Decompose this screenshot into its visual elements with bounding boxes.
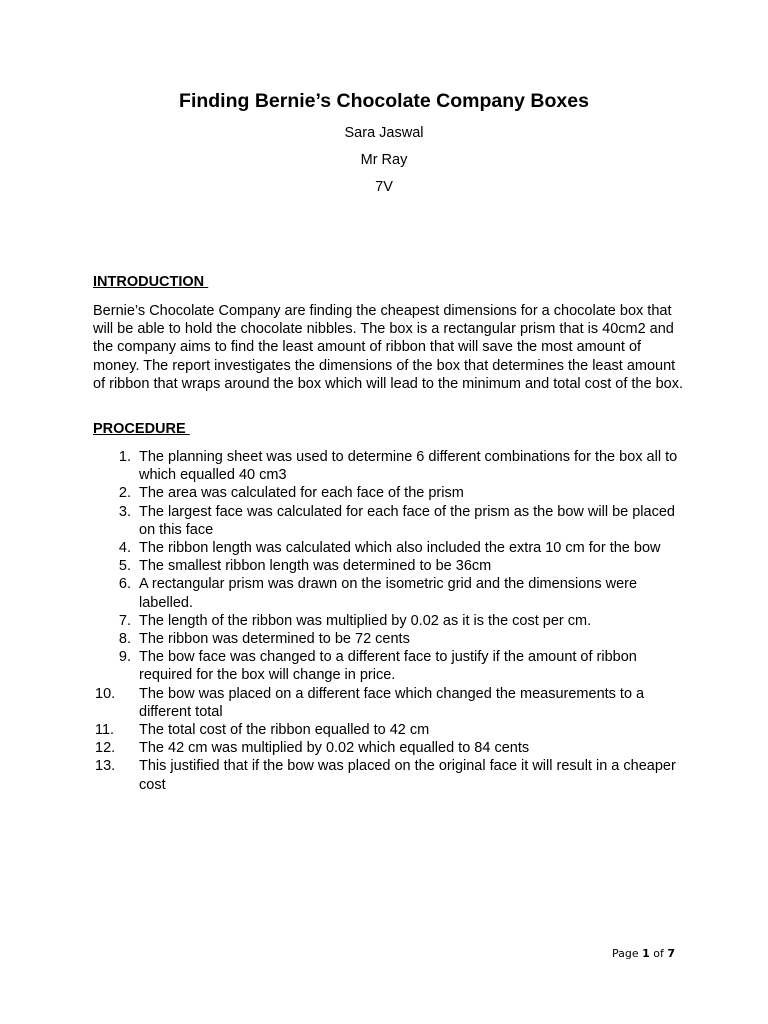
page-label: Page (612, 947, 639, 960)
author-name: Sara Jaswal (344, 125, 424, 141)
procedure-step (93, 448, 683, 484)
procedure-step-number: 10. (95, 685, 116, 702)
procedure-step-text: The ribbon length was calculated which also included the extra 10 cm for the bow (139, 540, 661, 557)
page-total: 7 (667, 947, 676, 960)
teacher-name: Mr Ray (360, 152, 408, 168)
procedure-step-number: 12. (95, 740, 116, 757)
procedure-step (93, 539, 683, 557)
procedure-step-number: 1. (118, 449, 131, 465)
procedure-step-number: 9. (118, 649, 131, 666)
procedure-step (93, 503, 683, 539)
procedure-step-text: This justified that if the bow was placed on the original face it will result in a cheaper cost (139, 758, 676, 793)
procedure-step-text: The length of the ribbon was multiplied by 0.02 as it is the cost per cm. (139, 612, 592, 629)
procedure-step-number: 6. (118, 576, 131, 593)
procedure-step-text: The area was calculated for each face of the prism (139, 485, 464, 502)
procedure-list (93, 448, 683, 794)
procedure-step-text: The largest face was calculated for each face of the prism as the bow will be placed on this face (139, 503, 675, 538)
procedure-step-text: The bow face was changed to a different face to justify if the amount of ribbon required for the box will change in price. (139, 649, 637, 684)
procedure-step (93, 630, 683, 648)
procedure-step (93, 575, 683, 611)
procedure-step-number: 8. (118, 631, 131, 648)
procedure-step (93, 739, 683, 757)
procedure-step-text: A rectangular prism was drawn on the isometric grid and the dimensions were labelled. (139, 576, 638, 611)
procedure-step-text: The planning sheet was used to determine 6 different combinations for the box all to which equalled 40 cm3 (139, 449, 678, 484)
procedure-step-number: 2. (118, 485, 131, 502)
procedure-step-text: The smallest ribbon length was determined to be 36cm (139, 558, 492, 575)
procedure-step-number: 5. (118, 558, 131, 575)
procedure-step-number: 13. (95, 758, 116, 775)
procedure-step-number: 7. (118, 612, 131, 629)
procedure-step (93, 612, 683, 630)
procedure-heading: PROCEDURE (93, 421, 190, 437)
procedure-step-text: The total cost of the ribbon equalled to 42 cm (139, 722, 430, 739)
document-title: Finding Bernie’s Chocolate Company Boxes (179, 90, 589, 112)
procedure-step-number: 3. (118, 503, 131, 520)
page-of: of (653, 947, 664, 960)
introduction-paragraph: Bernie’s Chocolate Company are finding the cheapest dimensions for a chocolate box that will be able to hold the chocolate nibbles. The box is a rectangular prism that is 40cm2 and the company aims to find the least amount of ribbon that will save the most amount of money. The report investigates the dimensions of the box that determines the least amount of ribbon that wraps around the box which will lead to the minimum and total cost of the box. (93, 303, 683, 392)
procedure-step (93, 721, 683, 739)
page-current: 1 (642, 947, 650, 960)
procedure-step (93, 648, 683, 684)
class-name: 7V (375, 179, 393, 195)
procedure-step-text: The ribbon was determined to be 72 cents (139, 631, 410, 648)
introduction-heading: INTRODUCTION (93, 274, 209, 290)
procedure-step (93, 557, 683, 575)
procedure-step (93, 685, 683, 721)
procedure-step-number: 4. (118, 540, 131, 557)
procedure-step-number: 11. (95, 722, 115, 739)
procedure-step (93, 757, 683, 793)
procedure-step-text: The 42 cm was multiplied by 0.02 which equalled to 84 cents (139, 740, 530, 757)
procedure-step (93, 484, 683, 502)
procedure-step-text: The bow was placed on a different face which changed the measurements to a different total (139, 685, 645, 720)
page-number (612, 946, 675, 962)
